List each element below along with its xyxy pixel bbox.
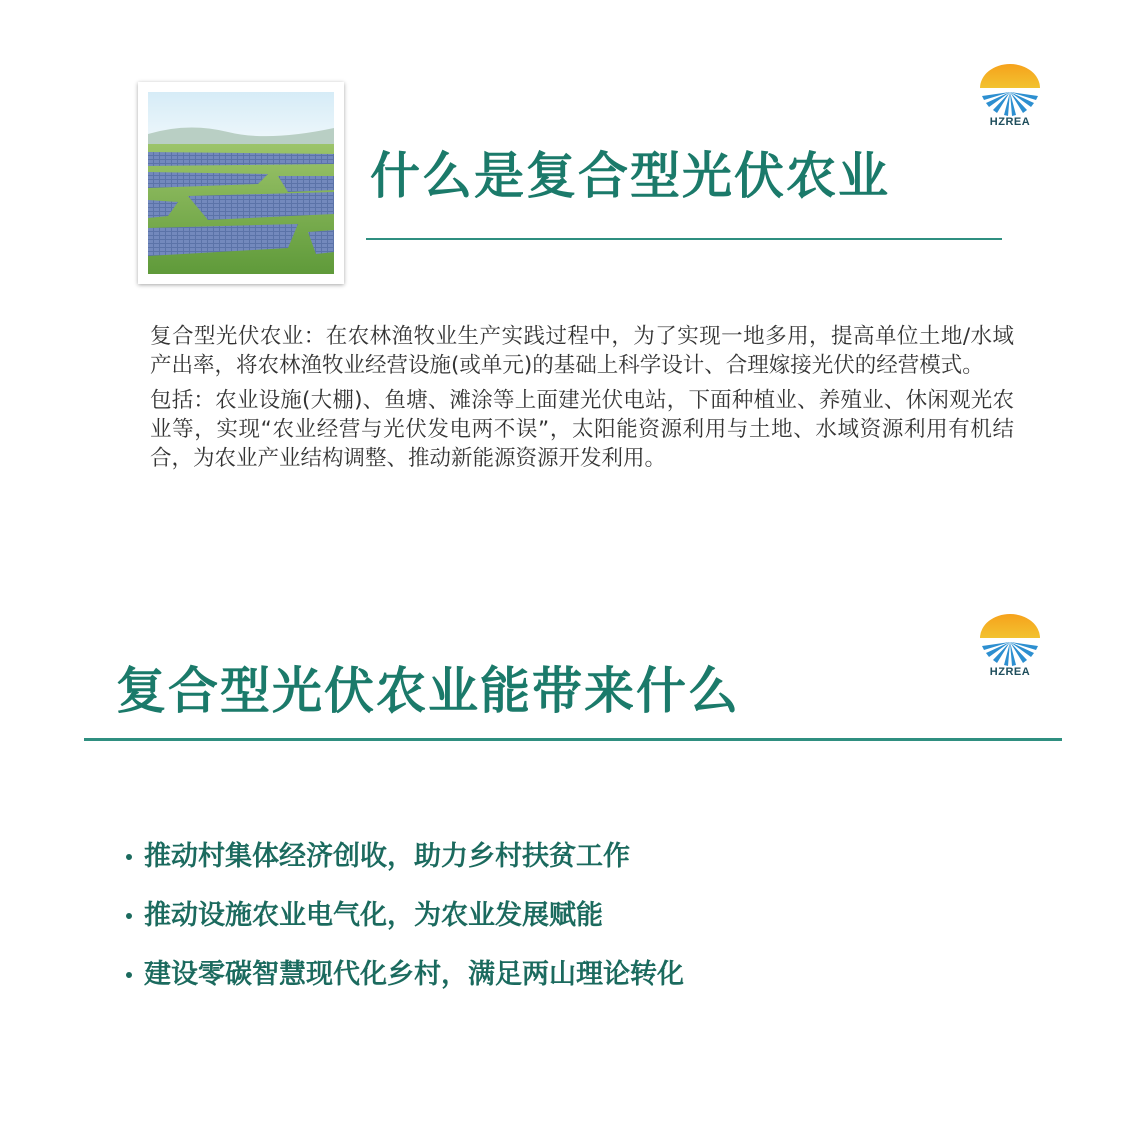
section1-description bbox=[150, 322, 1014, 479]
benefit-text: 建设零碳智慧现代化乡村，满足两山理论转化 bbox=[144, 959, 684, 990]
benefits-list bbox=[120, 840, 684, 1017]
section1-title: 什么是复合型光伏农业 bbox=[370, 147, 890, 205]
benefit-text: 推动设施农业电气化，为农业发展赋能 bbox=[144, 900, 603, 931]
bullet-dot-icon bbox=[126, 854, 132, 860]
section2-title: 复合型光伏农业能带来什么 bbox=[116, 662, 740, 720]
benefit-text: 推动村集体经济创收，助力乡村扶贫工作 bbox=[144, 841, 630, 872]
logo-brand-text: HZREA bbox=[989, 666, 1031, 678]
company-logo bbox=[974, 62, 1046, 128]
section1-divider bbox=[366, 238, 1002, 240]
company-logo-2 bbox=[974, 612, 1046, 678]
scope-paragraph: 包括：农业设施(大棚)、鱼塘、滩涂等上面建光伏电站，下面种植业、养殖业、休闲观光农业等，实现“农业经营与光伏发电两不误”，太阳能资源利用与土地、水域资源利用有机结合，为农业产业结构调整、推动新能源资源开发利用。 bbox=[150, 388, 1014, 471]
definition-paragraph: 复合型光伏农业：在农林渔牧业生产实践过程中，为了实现一地多用，提高单位土地/水域产出率，将农林渔牧业经营设施(或单元)的基础上科学设计、合理嫁接光伏的经营模式。 bbox=[150, 324, 1014, 378]
sun-logo-icon bbox=[974, 612, 1046, 668]
solar-farm-photo-frame bbox=[138, 82, 344, 284]
bullet-dot-icon bbox=[126, 972, 132, 978]
solar-farm-photo bbox=[148, 92, 334, 274]
list-item bbox=[120, 840, 684, 874]
list-item bbox=[120, 899, 684, 933]
bullet-dot-icon bbox=[126, 913, 132, 919]
section2-divider bbox=[84, 738, 1062, 741]
sun-logo-icon bbox=[974, 62, 1046, 118]
logo-brand-text: HZREA bbox=[989, 116, 1031, 128]
list-item bbox=[120, 958, 684, 992]
